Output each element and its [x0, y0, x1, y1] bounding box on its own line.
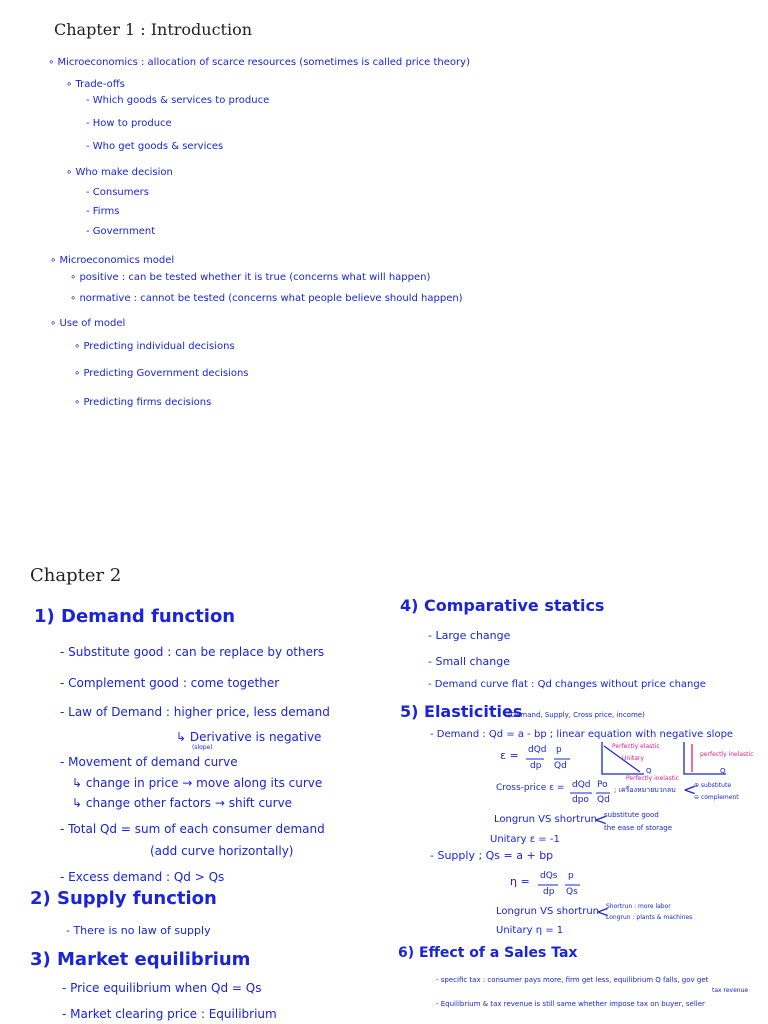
longrun-shortrun: Longrun VS shortrun: [494, 814, 598, 825]
comparative-note: - Large change: [428, 629, 511, 642]
demand-note: - Law of Demand : higher price, less demand: [60, 705, 330, 719]
elasticities-note: (Demand, Supply, Cross price, income): [508, 711, 645, 719]
bracket: <: [594, 810, 608, 829]
epsilon-lhs: ε =: [500, 749, 519, 762]
demand-elasticity-line: - Demand : Qd = a - bp ; linear equation with negative slope: [430, 729, 734, 740]
market-note: - Price equilibrium when Qd = Qs: [62, 981, 262, 995]
fraction-numerator: p: [568, 871, 574, 881]
eta-lhs: η =: [510, 875, 530, 888]
positive-model: ∘ positive : can be tested whether it is true (concerns what will happen): [70, 272, 431, 283]
unitary-demand: Unitary ε = -1: [490, 834, 560, 845]
fraction-numerator: dQd: [528, 745, 547, 755]
demand-note: - Complement good : come together: [60, 676, 280, 690]
fraction-numerator: Po: [597, 780, 608, 790]
bracket: <: [683, 780, 697, 799]
demand-note: - Excess demand : Qd > Qs: [60, 870, 225, 884]
cross-price-lhs: Cross-price ε =: [496, 783, 565, 793]
graph-label: Unitary: [622, 755, 644, 762]
comparative-note: - Demand curve flat : Qd changes without price change: [428, 679, 706, 690]
graph-label: Perfectly elastic: [612, 743, 660, 750]
fraction-numerator: dQs: [540, 871, 558, 881]
tax-note: tax revenue: [712, 987, 749, 994]
demand-note: ↳ change in price → move along its curve: [72, 776, 323, 790]
fraction-denominator: dp: [530, 761, 542, 771]
fraction-bars: [570, 792, 614, 794]
graph-q-label: Q: [720, 767, 726, 775]
graph-q-label: Q: [646, 767, 652, 775]
decision-maker-item: - Government: [86, 226, 156, 237]
trade-offs-heading: ∘ Trade-offs: [66, 79, 125, 90]
tax-note: - specific tax : consumer pays more, firm get less, equilibrium Q falls, gov get: [436, 976, 709, 984]
demand-note: - Substitute good : can be replace by others: [60, 645, 325, 659]
demand-function-heading: 1) Demand function: [34, 606, 236, 627]
fraction-bars: [538, 884, 584, 886]
longrun-factor: substitute good: [604, 811, 659, 819]
chapter-1-title: Chapter 1 : Introduction: [54, 20, 253, 39]
trade-off-item: - How to produce: [86, 118, 172, 129]
decision-maker-item: - Consumers: [86, 187, 149, 198]
cross-price-note: ; เครื่องหมายบวกลบ: [614, 786, 676, 794]
longrun-factor: Longrun : plants & machines: [606, 914, 693, 921]
longrun-shortrun: Longrun VS shortrun: [496, 906, 600, 917]
graph-label: Perfectly inelastic: [626, 775, 680, 782]
fraction-denominator: dp: [543, 887, 555, 897]
demand-note: ↳ change other factors → shift curve: [72, 796, 293, 810]
sales-tax-heading: 6) Effect of a Sales Tax: [398, 945, 578, 961]
longrun-factor: Shortrun : more labor: [606, 903, 671, 910]
slope-note: (slope): [192, 744, 213, 751]
tax-note: - Equilibrium & tax revenue is still same whether impose tax on buyer, seller: [436, 1000, 705, 1008]
who-decides-heading: ∘ Who make decision: [66, 167, 173, 178]
graph-label: perfectly inelastic: [700, 751, 754, 758]
model-use-item: ∘ Predicting individual decisions: [74, 341, 235, 352]
normative-model: ∘ normative : cannot be tested (concerns what people believe should happen): [70, 293, 463, 304]
model-heading: ∘ Microeconomics model: [50, 255, 175, 266]
fraction-denominator: Qd: [554, 761, 567, 771]
fraction-denominator: dpo: [572, 795, 589, 805]
use-of-model-heading: ∘ Use of model: [50, 318, 126, 329]
fraction-bars: [526, 758, 574, 760]
supply-note: - There is no law of supply: [66, 924, 211, 937]
longrun-factor: the ease of storage: [604, 824, 673, 832]
supply-function-heading: 2) Supply function: [30, 888, 217, 909]
comparative-statics-heading: 4) Comparative statics: [400, 596, 605, 615]
model-use-item: ∘ Predicting firms decisions: [74, 397, 212, 408]
supply-elasticity-line: - Supply ; Qs = a + bp: [430, 849, 554, 862]
chapter-2-title: Chapter 2: [30, 565, 122, 586]
demand-note: - Movement of demand curve: [60, 755, 238, 769]
fraction-numerator: dQd: [572, 780, 591, 790]
demand-note: ↳ Derivative is negative: [176, 730, 322, 744]
unitary-supply: Unitary η = 1: [496, 925, 564, 936]
market-note: - Market clearing price : Equilibrium: [62, 1007, 277, 1021]
demand-note: - Total Qd = sum of each consumer demand: [60, 822, 325, 836]
market-equilibrium-heading: 3) Market equilibrium: [30, 949, 251, 970]
fraction-denominator: Qs: [566, 887, 578, 897]
comparative-note: - Small change: [428, 655, 510, 668]
cross-price-sign: ⊕ substitute: [694, 782, 732, 789]
fraction-numerator: p: [556, 745, 562, 755]
microeconomics-definition: ∘ Microeconomics : allocation of scarce resources (sometimes is called price theory): [48, 57, 470, 68]
cross-price-sign: ⊖ complement: [694, 794, 739, 801]
demand-note: (add curve horizontally): [150, 844, 294, 858]
bracket: <: [596, 902, 610, 921]
elasticities-heading: 5) Elasticities: [400, 702, 523, 721]
trade-off-item: - Which goods & services to produce: [86, 95, 270, 106]
decision-maker-item: - Firms: [86, 206, 120, 217]
trade-off-item: - Who get goods & services: [86, 141, 224, 152]
model-use-item: ∘ Predicting Government decisions: [74, 368, 249, 379]
fraction-denominator: Qd: [597, 795, 610, 805]
